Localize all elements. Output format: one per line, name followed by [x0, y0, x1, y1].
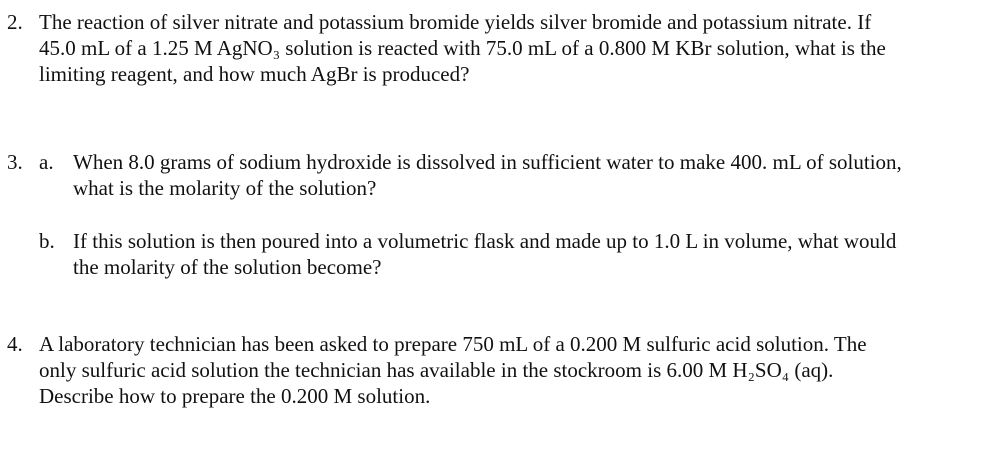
part-text	[73, 228, 976, 280]
question-number: 3.	[7, 150, 23, 174]
question-line: 45.0 mL of a 1.25 M AgNO₃ solution is reacted with 75.0 mL of a 0.800 M KBr solution, what is the	[39, 36, 886, 60]
question-line: only sulfuric acid solution the technician has available in the stockroom is 6.00 M H₂SO₄ (aq).	[39, 358, 834, 382]
question-line: Describe how to prepare the 0.200 M solution.	[39, 384, 431, 408]
question-text	[39, 331, 974, 409]
question-text	[39, 9, 974, 87]
question-line: The reaction of silver nitrate and potassium bromide yields silver bromide and potassium nitrate. If	[39, 10, 872, 34]
question-line: what is the molarity of the solution?	[73, 176, 377, 200]
question-line: the molarity of the solution become?	[73, 255, 382, 279]
question-line: If this solution is then poured into a volumetric flask and made up to 1.0 L in volume, what would	[73, 229, 897, 253]
question-line: When 8.0 grams of sodium hydroxide is dissolved in sufficient water to make 400. mL of solution,	[73, 150, 902, 174]
question-line: limiting reagent, and how much AgBr is produced?	[39, 62, 470, 86]
question-number: 4.	[7, 332, 23, 356]
part-label: b.	[39, 229, 55, 253]
question-line: A laboratory technician has been asked to prepare 750 mL of a 0.200 M sulfuric acid solution. The	[39, 332, 867, 356]
question-number: 2.	[7, 10, 23, 34]
part-text	[73, 149, 976, 201]
part-label: a.	[39, 150, 54, 174]
